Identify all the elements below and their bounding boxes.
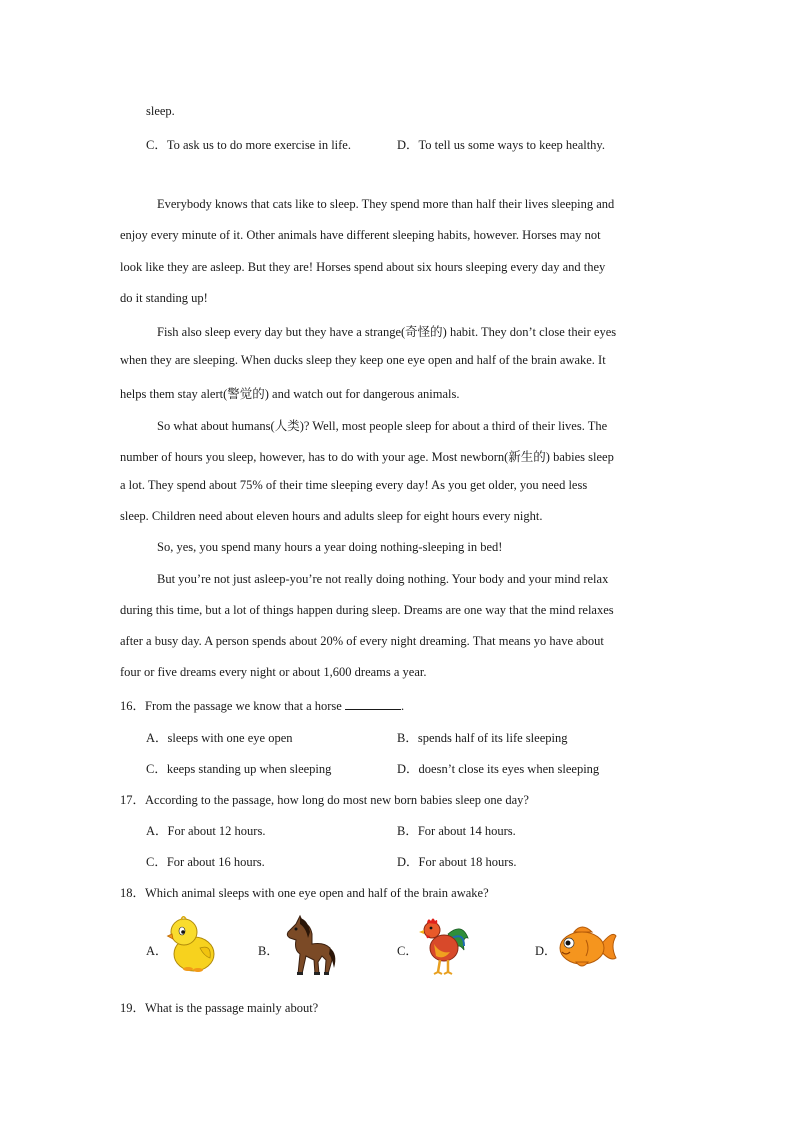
q16-option-d[interactable]: D．doesn’t close its eyes when sleeping <box>397 762 600 776</box>
q16-option-c[interactable]: C．keeps standing up when sleeping <box>146 762 332 776</box>
passage-line: Fish also sleep every day but they have a strange(奇怪的) habit. They don’t close their eyes <box>157 325 617 339</box>
q17-option-b[interactable]: B．For about 14 hours. <box>397 824 516 838</box>
q16-option-a[interactable]: A．sleeps with one eye open <box>146 731 293 745</box>
question-stem-text: 16．From the passage we know that a horse <box>120 699 342 713</box>
passage-line: So what about humans(人类)? Well, most people sleep for about a third of their lives. The <box>157 419 608 433</box>
answer-blank <box>345 698 401 710</box>
q17-option-d[interactable]: D．For about 18 hours. <box>397 855 517 869</box>
passage-line: look like they are asleep. But they are! Horses spend about six hours sleeping every day and they <box>120 260 606 274</box>
passage-line: during this time, but a lot of things happen during sleep. Dreams are one way that the mind relaxes <box>120 603 614 617</box>
passage-line: number of hours you sleep, however, has to do with your age. Most newborn(新生的) babies sleep <box>120 450 614 464</box>
q18-option-c-label[interactable]: C． <box>397 944 418 958</box>
passage-line: sleep. Children need about eleven hours and adults sleep for eight hours every night. <box>120 509 543 523</box>
goldfish-icon[interactable] <box>556 922 618 972</box>
q18-option-d-label[interactable]: D． <box>535 944 557 958</box>
passage-line: But you’re not just asleep-you’re not really doing nothing. Your body and your mind relax <box>157 572 609 586</box>
passage-line: Everybody knows that cats like to sleep. They spend more than half their lives sleeping and <box>157 197 615 211</box>
passage-line: enjoy every minute of it. Other animals have different sleeping habits, however. Horses may not <box>120 228 601 242</box>
horse-icon[interactable] <box>282 914 338 978</box>
q16-option-b[interactable]: B．spends half of its life sleeping <box>397 731 568 745</box>
passage-line: do it standing up! <box>120 291 208 305</box>
passage-line: So, yes, you spend many hours a year doing nothing-sleeping in bed! <box>157 540 503 554</box>
question-17-stem: 17．According to the passage, how long do most new born babies sleep one day? <box>120 793 529 807</box>
rooster-icon[interactable] <box>418 916 470 978</box>
q18-option-b-label[interactable]: B． <box>258 944 279 958</box>
passage-line: a lot. They spend about 75% of their time sleeping every day! As you get older, you need less <box>120 478 588 492</box>
prev-option-d: D．To tell us some ways to keep healthy. <box>397 138 605 152</box>
stem-period: . <box>400 699 405 713</box>
question-19-stem: 19．What is the passage mainly about? <box>120 1001 319 1015</box>
question-18-stem: 18．Which animal sleeps with one eye open and half of the brain awake? <box>120 886 489 900</box>
passage-line: after a busy day. A person spends about 20% of every night dreaming. That means yo have about <box>120 634 604 648</box>
passage-line: four or five dreams every night or about 1,600 dreams a year. <box>120 665 427 679</box>
passage-line: when they are sleeping. When ducks sleep they keep one eye open and half of the brain awake. It <box>120 353 606 367</box>
q17-option-c[interactable]: C．For about 16 hours. <box>146 855 265 869</box>
question-16-stem <box>120 696 404 714</box>
prev-question-continuation: sleep. <box>146 104 175 118</box>
prev-option-c: C．To ask us to do more exercise in life. <box>146 138 351 152</box>
duckling-icon[interactable] <box>166 914 218 978</box>
passage-line: helps them stay alert(警觉的) and watch out for dangerous animals. <box>120 387 460 401</box>
q17-option-a[interactable]: A．For about 12 hours. <box>146 824 266 838</box>
q18-option-a-label[interactable]: A． <box>146 944 168 958</box>
